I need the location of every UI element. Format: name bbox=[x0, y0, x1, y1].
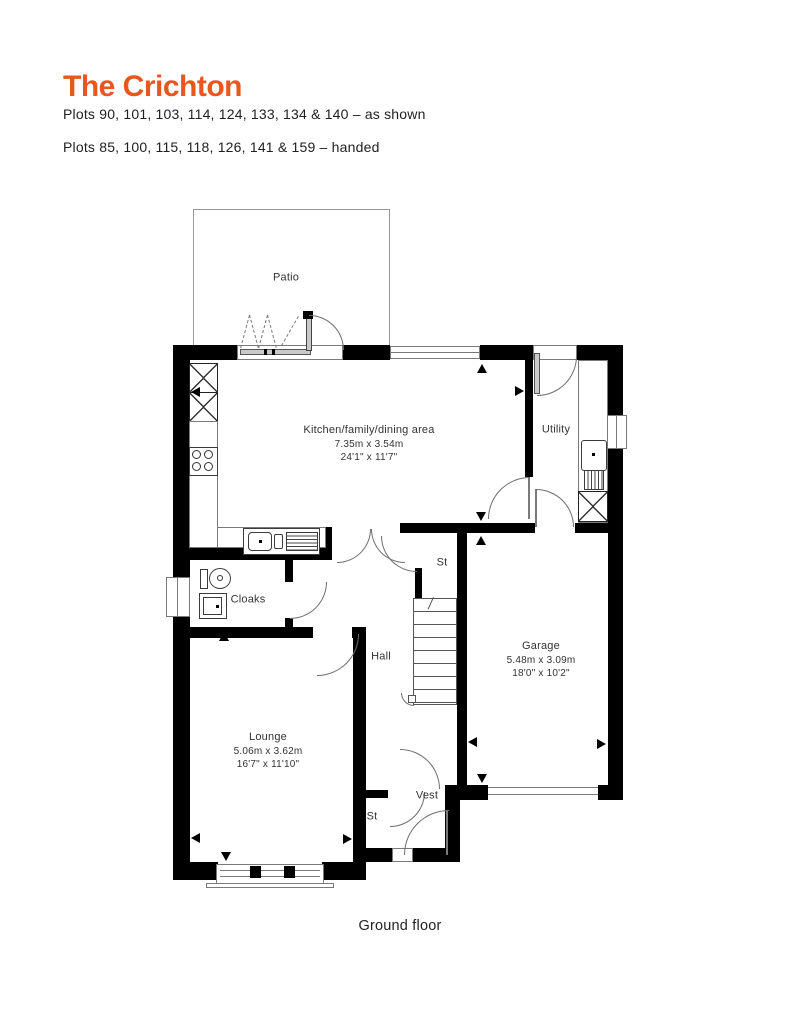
arrow-icon bbox=[343, 834, 352, 844]
wall bbox=[608, 345, 623, 417]
arrow-icon bbox=[468, 737, 477, 747]
room-label-kitchen bbox=[303, 424, 434, 465]
arrow-icon bbox=[219, 632, 229, 641]
wall bbox=[598, 785, 623, 800]
arrow-icon bbox=[597, 739, 606, 749]
wall bbox=[525, 345, 533, 477]
room-label-store-lower: St bbox=[366, 810, 378, 823]
arrow-icon bbox=[191, 833, 200, 843]
room-label-vest: Vest bbox=[415, 789, 439, 802]
wall bbox=[188, 627, 313, 638]
wall bbox=[457, 533, 467, 785]
room-label-garage bbox=[507, 640, 576, 681]
utility-door-swing bbox=[537, 356, 577, 396]
lounge-imperial: 16'7" x 11'10" bbox=[236, 758, 300, 770]
store-upper-door-swing bbox=[381, 536, 417, 572]
utility-window-line bbox=[616, 415, 617, 449]
bay-window-mullion bbox=[284, 866, 295, 878]
utility-sink-drainer bbox=[584, 470, 604, 490]
garage-door-line bbox=[488, 787, 598, 788]
wall bbox=[415, 568, 422, 600]
arrow-icon bbox=[221, 852, 231, 861]
bay-window-line bbox=[220, 870, 320, 871]
garage-door-line bbox=[488, 794, 598, 795]
arrow-icon bbox=[191, 387, 200, 397]
bifold-panel-tick bbox=[272, 349, 275, 355]
kitchen-sink-drainer bbox=[286, 532, 318, 551]
lounge-metric: 5.06m x 3.62m bbox=[233, 745, 303, 757]
wall bbox=[285, 618, 293, 638]
wall bbox=[608, 447, 623, 800]
page-title: The Crichton bbox=[63, 70, 242, 103]
kitchen-hall-double-door-left bbox=[337, 529, 371, 563]
wall bbox=[400, 523, 535, 533]
cloaks-door-swing bbox=[290, 582, 327, 619]
hob-ring bbox=[192, 450, 201, 459]
room-label-hall: Hall bbox=[371, 650, 391, 663]
wall bbox=[366, 848, 392, 862]
room-label-utility: Utility bbox=[541, 423, 571, 436]
garage-name: Garage bbox=[522, 639, 560, 652]
bifold-panel-tick bbox=[264, 349, 267, 355]
basin-tap bbox=[216, 605, 219, 608]
kitchen-utility-door-swing bbox=[488, 477, 530, 519]
garage-metric: 5.48m x 3.09m bbox=[506, 654, 576, 666]
toilet-detail bbox=[217, 575, 223, 581]
arrow-icon bbox=[477, 774, 487, 783]
wall bbox=[173, 345, 190, 577]
kitchen-worktop bbox=[189, 421, 218, 548]
bay-window bbox=[216, 864, 324, 884]
lounge-name: Lounge bbox=[249, 730, 287, 743]
wall bbox=[366, 790, 388, 798]
hob-ring bbox=[192, 462, 201, 471]
kitchen-name: Kitchen/family/dining area bbox=[303, 423, 435, 436]
cloaks-window bbox=[166, 577, 190, 617]
wall bbox=[285, 560, 293, 582]
plots-handed: Plots 85, 100, 115, 118, 126, 141 & 159 – handed bbox=[63, 139, 380, 155]
hall-vest-door-swing bbox=[400, 749, 440, 789]
arrow-icon bbox=[476, 536, 486, 545]
wall bbox=[353, 638, 366, 880]
bay-window-mullion bbox=[250, 866, 261, 878]
room-label-lounge bbox=[234, 731, 303, 772]
toilet-cistern bbox=[200, 569, 208, 589]
arrow-icon bbox=[515, 386, 524, 396]
utility-garage-door-swing bbox=[536, 489, 574, 527]
room-label-patio: Patio bbox=[272, 271, 300, 284]
staircase bbox=[413, 598, 457, 705]
cloaks-window-line bbox=[177, 577, 178, 617]
bay-window-line bbox=[220, 876, 320, 877]
wall bbox=[575, 523, 623, 533]
wall bbox=[343, 345, 390, 360]
plots-as-shown: Plots 90, 101, 103, 114, 124, 133, 134 & 140 – as shown bbox=[63, 106, 426, 122]
garage-imperial: 18'0" x 10'2" bbox=[512, 667, 570, 679]
kitchen-sink-half-bowl bbox=[274, 534, 283, 549]
wall bbox=[457, 785, 488, 800]
room-label-store-upper: St bbox=[436, 556, 448, 569]
wall bbox=[173, 617, 190, 880]
hob-ring bbox=[204, 450, 213, 459]
stair-newel-post bbox=[408, 695, 416, 703]
room-label-cloaks: Cloaks bbox=[230, 593, 266, 606]
floor-caption: Ground floor bbox=[358, 918, 442, 934]
utility-sink-tap bbox=[592, 453, 595, 456]
wall bbox=[173, 862, 218, 880]
bifold-door-panel bbox=[240, 349, 311, 355]
basin-bowl bbox=[203, 597, 222, 615]
arrow-icon bbox=[477, 364, 487, 373]
arrow-icon bbox=[476, 512, 486, 521]
kitchen-window-line bbox=[390, 352, 480, 353]
hob-ring bbox=[204, 462, 213, 471]
kitchen-imperial: 24'1" x 11'7" bbox=[340, 451, 398, 463]
kitchen-metric: 7.35m x 3.54m bbox=[334, 438, 404, 450]
kitchen-sink-tap bbox=[259, 540, 262, 543]
utility-appliance bbox=[578, 491, 608, 522]
